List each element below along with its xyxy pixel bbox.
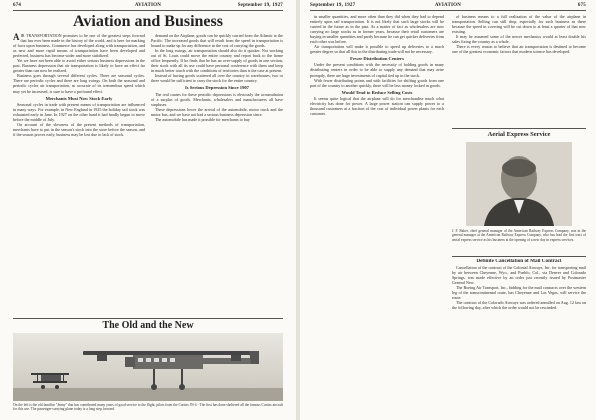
right-page bbox=[300, 0, 596, 420]
right-header-rule bbox=[310, 10, 586, 11]
right-column-2-top bbox=[452, 14, 586, 126]
left-header-rule bbox=[13, 10, 283, 11]
left-page bbox=[0, 0, 296, 420]
paragraph: On account of the slowness of the present methods of transportation, merchants have to put in the season's stock into the store before the season, and if the season proves early, business may be lost due to lack of stock. bbox=[13, 121, 145, 137]
right-column-1 bbox=[310, 14, 444, 414]
box-rule bbox=[452, 128, 586, 129]
paragraph: The Boeing Air Transport, Inc., bidding for the mail contracts over the western leg of the transcontinental route, has Cheyenne and Las Vegas, will service the route. bbox=[452, 285, 586, 301]
drop-cap: A bbox=[13, 33, 20, 42]
paragraph: The contract of the Colorado Airways was ordered annulled on Aug. 12 last on the following day, after which the order would not be rescinded. bbox=[452, 300, 586, 311]
paragraph: It may be assumed some of the newer mechanics would at least double his sales fixing the country as a whole. bbox=[452, 34, 586, 45]
paragraph: In the long swings, air transportation should also do it quicker. Not working out of St. Louis could move the entire country and report back to the home office frequently. If he finds that he has an over-supply of goods in one section, their stock with all its use could have personal conference with them and keep in much better touch with the conditions of territories than is the case at present. bbox=[151, 48, 283, 74]
feature-title: The Old and the New bbox=[102, 320, 194, 331]
paragraph: demand on the Airplane, goods can be quickly carried from the Atlantic to the Pacific. The increased goods that will result from the speed in transportation is bound to make up for any difference in the cost of carrying the goods. bbox=[151, 33, 283, 49]
paragraph: Business goes through several different cycles. There are seasonal cycles. There are periodic cycles and there are long swings. On both the seasonal and periodic cycles air transportation, as accurate of its tremendous speed which may yet be increased, is sure to have a profound effect. bbox=[13, 73, 145, 94]
paragraph: There is every reason to believe that air transportation is destined to become one of the greatest economic factors that modern science has developed. bbox=[452, 44, 586, 55]
airplanes-photo bbox=[13, 333, 283, 401]
portrait-photo bbox=[466, 142, 572, 226]
section-heading: Fewer Distribution Centers bbox=[350, 56, 404, 62]
section-heading: Merchants Must Now Stock Early bbox=[45, 95, 113, 101]
paragraph: Instead of having goods scattered all over the country in warehouses, two or three would be sufficient to carry the stock for the entire country. bbox=[151, 73, 283, 84]
paragraph: in smaller quantities, and more often than they did when they had to depend entirely upon rail transportation. It is not likely that such large stocks will be carried in the future as in the past. As a matter of fact as wholesalers are now carrying no large stocks as in former years, because their retail customers are buying in smaller quantities and partly because he can get quicker deliveries from each other was before. bbox=[310, 14, 444, 45]
right-page-date: September 19, 1927 bbox=[310, 3, 356, 8]
paragraph: The automobile has made it possible for merchants to buy bbox=[155, 116, 250, 122]
left-column-1 bbox=[13, 33, 145, 317]
paragraph: These depressions lower the arrival of the automobile, motor truck and the motor bus, and we have not had a serious business depression since. bbox=[151, 106, 283, 117]
mail-contract-article bbox=[452, 259, 586, 417]
portrait-illustration bbox=[466, 142, 572, 226]
airplanes-illustration bbox=[13, 333, 283, 401]
section-heading: Is Serious Depression Since 1907 bbox=[185, 85, 249, 91]
right-running-head: AVIATION bbox=[434, 3, 462, 8]
left-running-head: AVIATION bbox=[134, 3, 162, 8]
paragraph: Yet we have not been able to avoid either serious business depressions in the past. Business depression that air transportation is likely to have an effect far greater than can now be realized. bbox=[13, 58, 145, 74]
aerial-express-title: Aerial Express Service bbox=[487, 131, 551, 138]
left-page-date: September 19, 1927 bbox=[237, 3, 283, 8]
portrait-caption: J. F. Baker, chief general manager of the American Railway Express Company, was in the general manager at the American Railway Express Company, who has lead the first tract of aerial express service as his business at the opening of a new day in express services. bbox=[452, 229, 586, 242]
paragraph: It seems quite logical that the airplane will do for merchandise much what electricity has done for power. A large power station can supply power to a thousand customers at a fraction of the cost of individual power plants for each customer. bbox=[310, 95, 444, 116]
paragraph: Cancellation of the contract of the Colonial Airways, Inc. for transporting mail by air between Cheyenne, Wyo., and Pueblo, Col., via Denver and Colorado Springs, was made effective by an order just recently issued by Postmaster General New. bbox=[452, 265, 586, 286]
mail-contract-title: Definite Cancellation of Mail Contract bbox=[476, 259, 562, 264]
paragraph: AIR TRANSPORTATION promises to be one of the greatest steps forward that has ever been made in the history of the world, and is here for marking of facts upon business. Commerce has developed along with transportation, and as new and more rapid means of transportation have been developed and perfected, business has become wider and more stabilized. bbox=[13, 33, 145, 59]
mail-rule bbox=[452, 256, 586, 257]
left-column-2 bbox=[151, 33, 283, 317]
photo-caption: On the left is the old familiar "Jenny" that has contributed many years of good service to the flight, pilots from the Curtiss JN-4 - The first has done sheltered all the famous Curtiss aircraft for this use. The passenger-carrying plane today is a long step forward. bbox=[13, 403, 283, 412]
article-title: Aviation and Business bbox=[73, 13, 223, 30]
paragraph: With fewer distributing points and with facilities for shifting goods from one part of the country to another quickly, there will be less money locked in goods. bbox=[310, 77, 444, 88]
left-page-number: 674 bbox=[13, 3, 22, 8]
paragraph: Seasonal cycles in trade with present means of transportation are influenced in many ways. For example, in New England in 1925 the holiday sail stock was exhausted early in June. In 1927 on the other hand it had hardly begun to move before the middle of July. bbox=[13, 101, 145, 122]
paragraph: of business means to a full realization of the value of the airplane in transportation. Selling can still drop, especially for such business as these because the speed in covering will be cut down to at least a quarter of that now existing. bbox=[452, 14, 586, 35]
right-page-number: 675 bbox=[577, 3, 586, 8]
paragraph: Air transportation will make it possible to speed up deliveries to a much greater degree so that all this in the distributing trade will not be necessary. bbox=[310, 44, 444, 55]
paragraph: Under the present conditions with the necessity of holding goods in many distributing centers in order to be able to supply any demand that may arise promptly, there are huge investments of capital tied up in the stock. bbox=[310, 62, 444, 78]
paragraph: The real causes for these periodic depressions is obviously the accumulation of a surplus of goods. Merchants, wholesalers and manufacturers all have surpluses. bbox=[151, 91, 283, 107]
section-heading: Would Tend to Reduce Selling Costs bbox=[341, 89, 413, 95]
feature-rule bbox=[13, 318, 283, 319]
